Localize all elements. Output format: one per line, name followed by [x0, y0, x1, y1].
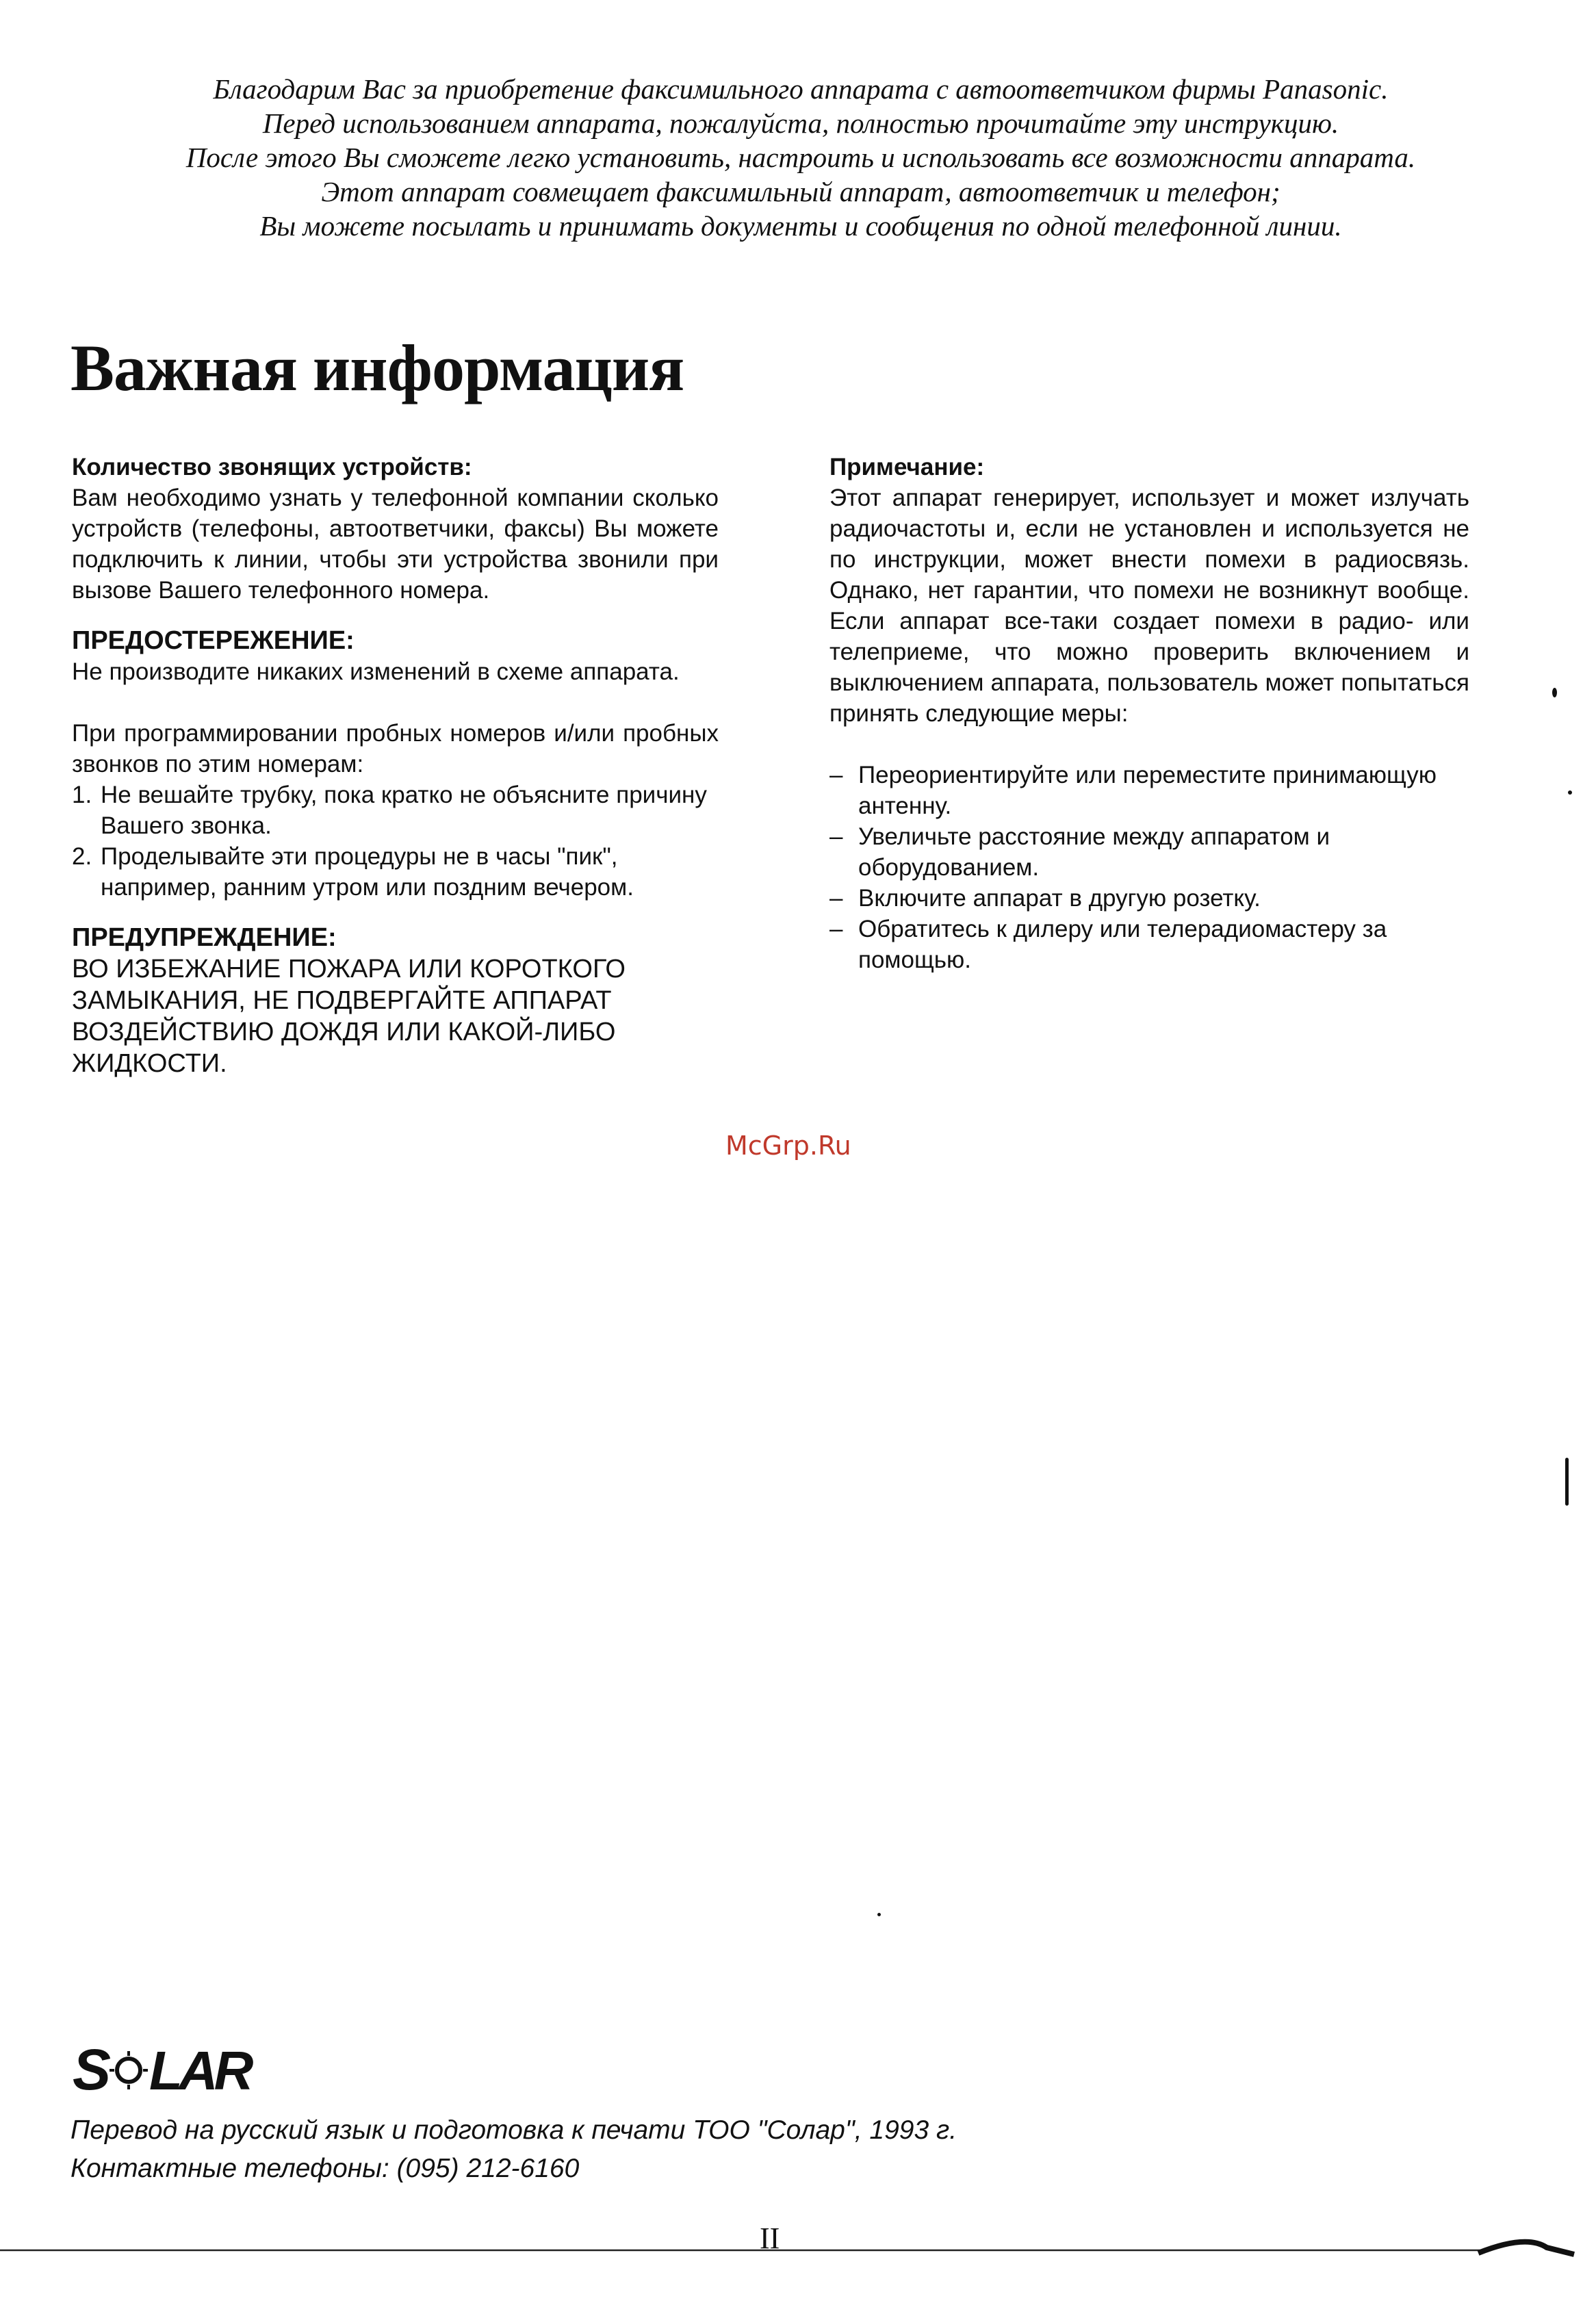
dash-icon: –: [829, 916, 843, 942]
watermark: McGrp.Ru: [725, 1131, 851, 1161]
list-item: [829, 760, 1469, 821]
dash-icon: –: [829, 762, 843, 788]
intro-line: Перед использованием аппарата, пожалуйста, полностью прочитайте эту инструкцию.: [262, 107, 1339, 139]
measure-text: Увеличьте расстояние между аппаратом и оборудованием.: [858, 823, 1330, 881]
left-column: [72, 452, 719, 1079]
bottom-rule: [0, 2238, 1596, 2265]
scan-speck: [877, 1913, 881, 1916]
warning-heading: ПРЕДУПРЕЖДЕНИЕ:: [72, 923, 337, 952]
dash-icon: –: [829, 885, 843, 912]
list-item: [72, 841, 719, 903]
ringers-text: Вам необходимо узнать у телефонной компании сколько устройств (телефоны, автоответчики, факсы) Вы можете подключить к линии, чтобы эти устройства звонили при вызове Вашего телефонного номера.: [72, 485, 719, 604]
warning-text: ВО ИЗБЕЖАНИЕ ПОЖАРА ИЛИ КОРОТКОГО ЗАМЫКАНИЯ, НЕ ПОДВЕРГАЙТЕ АППАРАТ ВОЗДЕЙСТВИЮ ДОЖДЯ ИЛИ КАКОЙ-ЛИБО ЖИДКОСТИ.: [72, 955, 626, 1078]
svg-text:S: S: [73, 2037, 112, 2102]
measure-text: Обратитесь к дилеру или телерадиомастеру за помощью.: [858, 916, 1387, 973]
caution-text: Не производите никаких изменений в схеме аппарата.: [72, 658, 680, 685]
list-item: [829, 883, 1469, 914]
intro-line: Благодарим Вас за приобретение факсимильного аппарата с автоответчиком фирмы Panasonic.: [213, 73, 1389, 105]
list-item: [829, 914, 1469, 975]
page-title: Важная информация: [70, 331, 684, 404]
note-heading: Примечание:: [829, 454, 985, 480]
scan-speck: [1565, 1458, 1569, 1506]
footer-credits: [70, 2111, 957, 2188]
step-number: 2.: [72, 843, 92, 870]
list-item: [829, 821, 1469, 883]
translation-credit: Перевод на русский язык и подготовка к печати ТОО "Солар", 1993 г.: [70, 2115, 957, 2145]
test-calls-steps: [72, 780, 719, 903]
step-number: 1.: [72, 782, 92, 808]
right-column: [829, 452, 1469, 975]
list-item: [72, 780, 719, 841]
svg-text:LAR: LAR: [149, 2040, 250, 2101]
intro-line: После этого Вы сможете легко установить, настроить и использовать все возможности аппарата.: [185, 142, 1416, 173]
note-text: Этот аппарат генерирует, использует и может излучать радиочастоты и, если не установлен и используется не по инструкции, может внести помехи в радиосвязь. Однако, нет гарантии, что помехи не возникнут вообще. Если аппарат все-таки создает помехи в радио- или телеприеме, что можно проверить включением и выключением аппарата, пользователь может попытаться принять следующие меры:: [829, 485, 1469, 727]
intro-line: Вы можете посылать и принимать документы и сообщения по одной телефонной линии.: [259, 210, 1342, 242]
measure-text: Переориентируйте или переместите принимающую антенну.: [858, 762, 1437, 819]
ringers-heading: Количество звонящих устройств:: [72, 454, 472, 480]
measure-text: Включите аппарат в другую розетку.: [858, 885, 1261, 912]
intro-line: Этот аппарат совмещает факсимильный аппарат, автоответчик и телефон;: [321, 176, 1280, 207]
step-text: Не вешайте трубку, пока кратко не объясните причину Вашего звонка.: [101, 782, 707, 839]
dash-icon: –: [829, 823, 843, 850]
page-number: II: [760, 2222, 780, 2255]
intro-paragraph: [96, 72, 1506, 243]
contact-phones: Контактные телефоны: (095) 212-6160: [70, 2154, 580, 2183]
scan-speck: [1568, 790, 1572, 795]
caution-heading: ПРЕДОСТЕРЕЖЕНИЕ:: [72, 626, 355, 655]
step-text: Проделывайте эти процедуры не в часы "пик", например, ранним утром или поздним вечером.: [101, 843, 634, 901]
test-calls-intro: При программировании пробных номеров и/или пробных звонков по этим номерам:: [72, 720, 719, 777]
scan-speck: [1552, 688, 1557, 697]
solar-logo: [71, 2036, 250, 2102]
measures-list: [829, 760, 1469, 975]
